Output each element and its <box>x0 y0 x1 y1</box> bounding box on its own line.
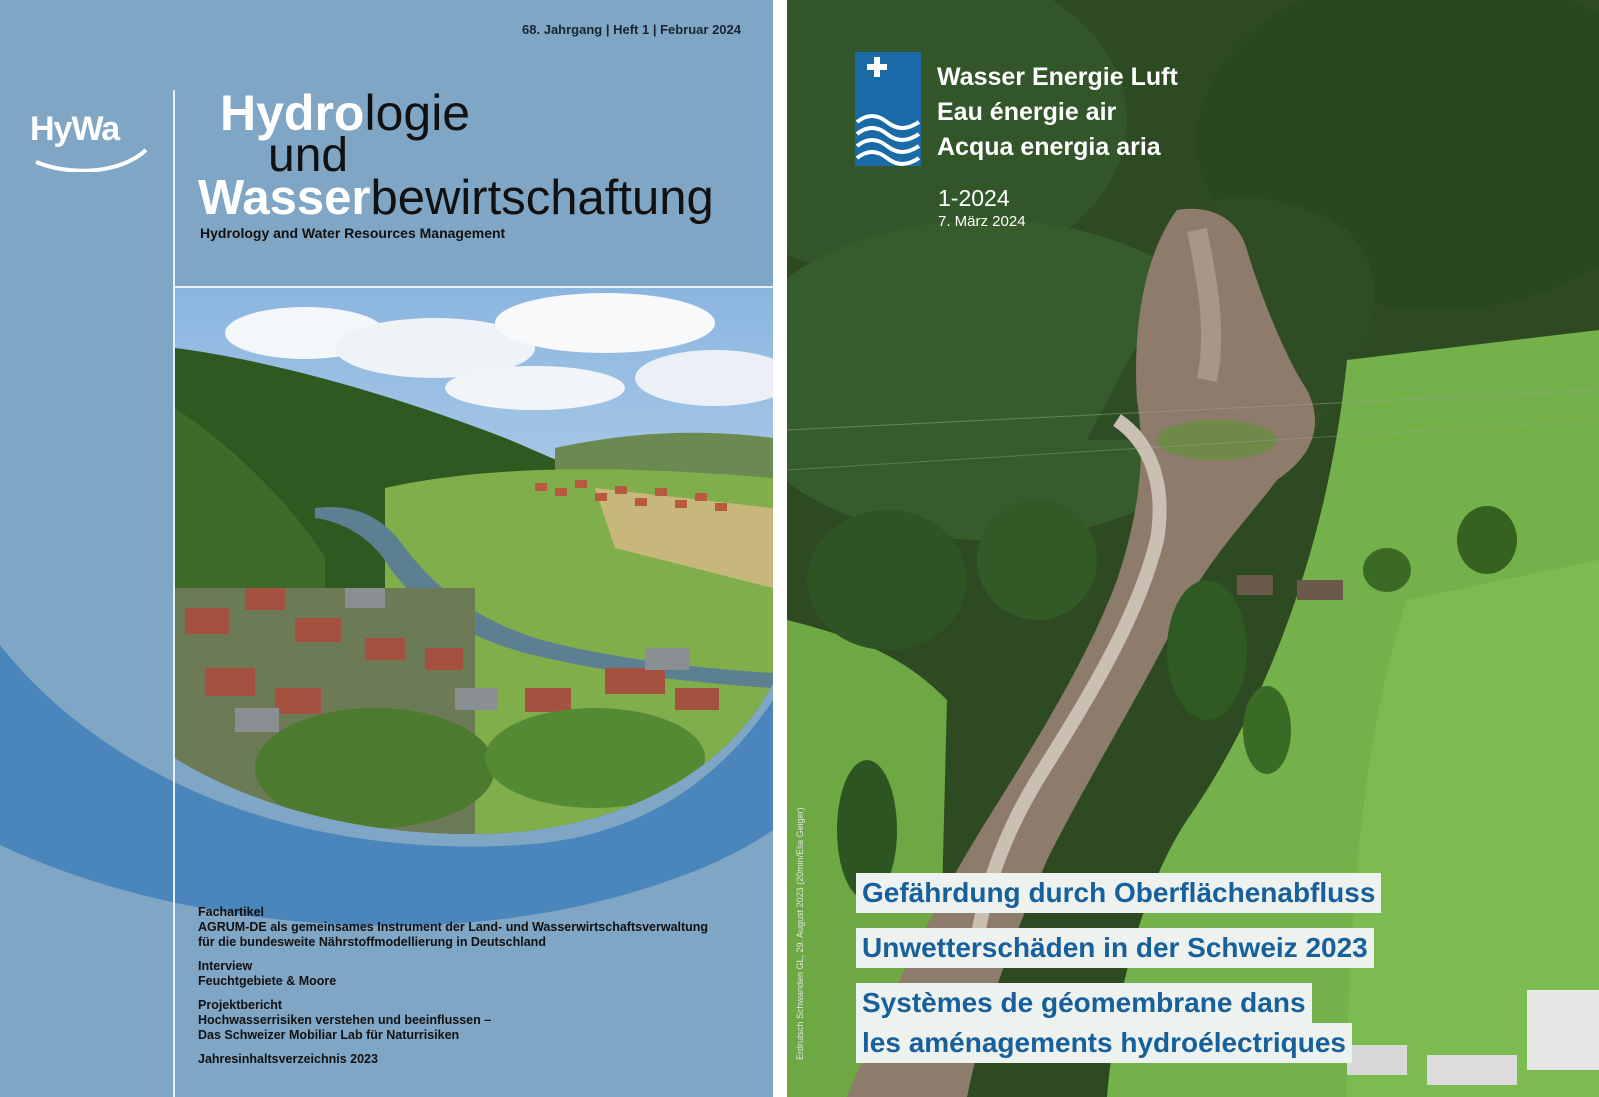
wel-title-it: Acqua energia aria <box>937 133 1161 161</box>
toc-section <box>198 998 738 1043</box>
headline-4: les aménagements hydroélectriques <box>856 1023 1352 1063</box>
toc-heading: Fachartikel <box>198 905 265 919</box>
cover-photo-river-valley <box>175 288 773 848</box>
title-bold-hydro: Hydro <box>220 85 365 141</box>
hywa-cover <box>0 0 773 1097</box>
wel-logo <box>855 52 921 166</box>
toc-heading: Projektbericht <box>198 998 283 1012</box>
toc-line: Hochwasserrisiken verstehen und beeinflussen – <box>198 1013 492 1027</box>
table-of-contents <box>198 905 738 1076</box>
wel-title-fr: Eau énergie air <box>937 98 1117 126</box>
toc-heading: Jahresinhaltsverzeichnis 2023 <box>198 1052 378 1066</box>
wel-title-de: Wasser Energie Luft <box>937 63 1178 91</box>
toc-line: für die bundesweite Nährstoffmodellierung in Deutschland <box>198 935 546 949</box>
toc-section <box>198 1052 738 1067</box>
swiss-cross-wave-icon <box>855 52 921 166</box>
headline-2: Unwetterschäden in der Schweiz 2023 <box>856 928 1374 968</box>
journal-subtitle: Hydrology and Water Resources Management <box>200 225 506 241</box>
title-rest-bewirtschaftung: bewirtschaftung <box>370 171 714 225</box>
wel-issue-date: 7. März 2024 <box>938 213 1026 230</box>
wel-issue-number: 1-2024 <box>938 185 1010 211</box>
toc-heading: Interview <box>198 959 253 973</box>
issue-line: 68. Jahrgang | Heft 1 | Februar 2024 <box>522 22 741 37</box>
toc-section <box>198 905 738 950</box>
title-rest-logie: logie <box>364 85 471 141</box>
wel-journal-title <box>937 60 1178 165</box>
toc-section <box>198 959 738 989</box>
logo-text: HyWa <box>30 110 120 148</box>
title-bold-wasser: Wasser <box>198 171 371 225</box>
toc-line: AGRUM-DE als gemeinsames Instrument der Land- und Wasserwirtschaftsverwaltung <box>198 920 709 934</box>
headline-3: Systèmes de géomembrane dans <box>856 983 1312 1023</box>
title-line-2: und <box>268 129 349 182</box>
photo-credit <box>795 807 805 1060</box>
wave-icon <box>30 110 150 172</box>
title-line-3 <box>198 171 714 225</box>
photo-credit-text: Erdrutsch Schwanden GL, 29. August 2023 (20min/Elia Geiger) <box>795 807 805 1060</box>
hywa-logo <box>30 110 150 170</box>
toc-line: Feuchtgebiete & Moore <box>198 974 337 988</box>
headline-1: Gefährdung durch Oberflächenabfluss <box>856 873 1381 913</box>
toc-line: Das Schweizer Mobiliar Lab für Naturrisiken <box>198 1028 460 1042</box>
wel-cover <box>787 0 1599 1097</box>
